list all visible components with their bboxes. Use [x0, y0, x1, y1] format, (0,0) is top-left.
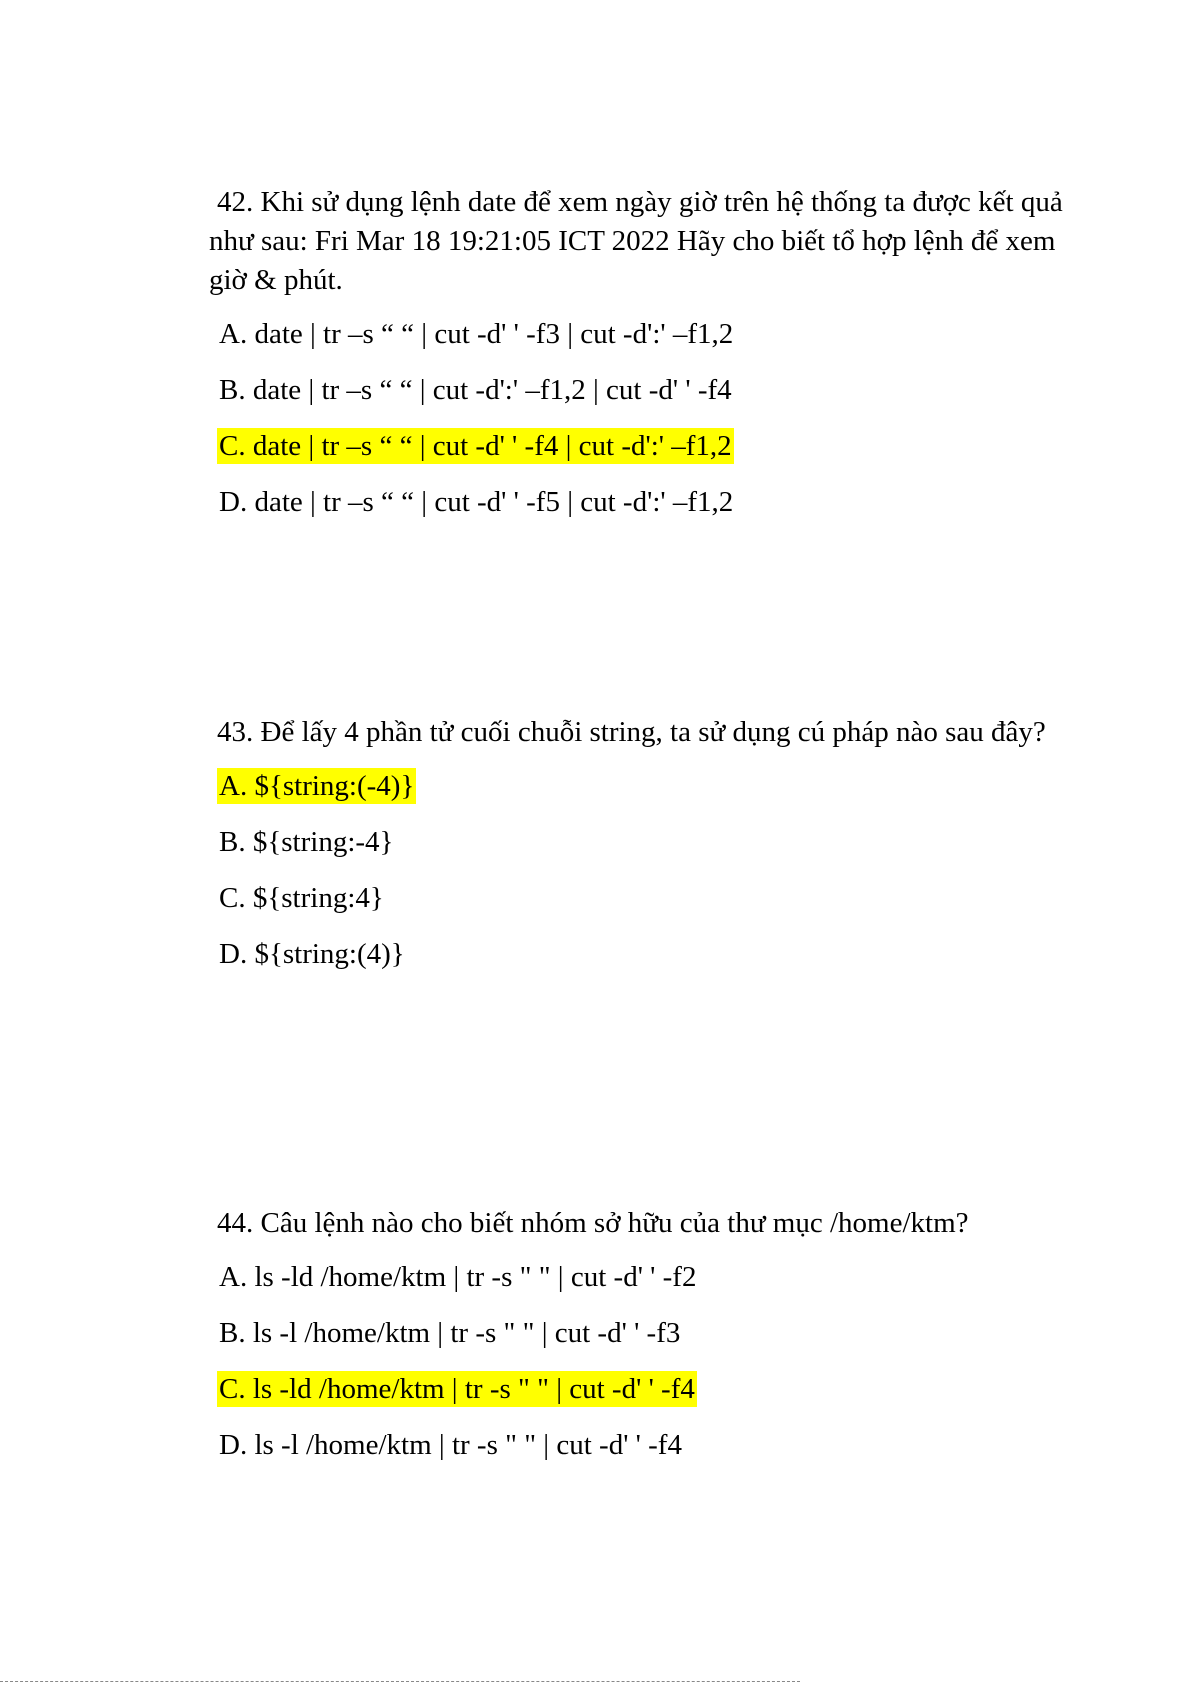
answer-options	[209, 1259, 1079, 1463]
answer-option-text: B. date | tr –s “ “ | cut -d':' –f1,2 | cut -d' ' -f4	[219, 374, 732, 406]
answer-option-a	[209, 1259, 1079, 1295]
answer-option-d	[209, 936, 1079, 972]
answer-option-b	[209, 372, 1079, 408]
answer-option-c	[209, 880, 1079, 916]
answer-option-a-highlighted	[209, 768, 1079, 804]
answer-option-text: D. ls -l /home/ktm | tr -s " " | cut -d' ' -f4	[219, 1429, 682, 1461]
answer-option-d	[209, 1427, 1079, 1463]
footer-divider	[0, 1681, 800, 1682]
answer-option-b	[209, 1315, 1079, 1351]
answer-option-text: B. ${string:-4}	[219, 826, 394, 858]
answer-options	[209, 768, 1079, 972]
answer-option-text: C. date | tr –s “ “ | cut -d' ' -f4 | cut -d':' –f1,2	[219, 430, 732, 462]
answer-option-text: B. ls -l /home/ktm | tr -s " " | cut -d' ' -f3	[219, 1317, 681, 1349]
answer-option-b	[209, 824, 1079, 860]
answer-option-d	[209, 484, 1079, 520]
question-text: 43. Để lấy 4 phần tử cuối chuỗi string, ta sử dụng cú pháp nào sau đây?	[217, 716, 1046, 748]
answer-option-text: A. ls -ld /home/ktm | tr -s " " | cut -d' ' -f2	[219, 1261, 697, 1293]
question-43	[209, 713, 1079, 992]
answer-option-c-highlighted	[209, 1371, 1079, 1407]
answer-option-c-highlighted	[209, 428, 1079, 464]
question-42	[209, 183, 1079, 540]
answer-option-text: C. ${string:4}	[219, 882, 384, 914]
question-text: 42. Khi sử dụng lệnh date để xem ngày giờ trên hệ thống ta được kết quả như sau: Fri Mar 18 19:21:05 ICT 2022 Hãy cho biết tổ hợp lệnh để xem giờ & phút.	[209, 186, 1063, 296]
answer-option-text: D. date | tr –s “ “ | cut -d' ' -f5 | cut -d':' –f1,2	[219, 486, 734, 518]
question-44	[209, 1204, 1079, 1483]
answer-option-a	[209, 316, 1079, 352]
answer-option-text: D. ${string:(4)}	[219, 938, 405, 970]
answer-option-text: A. date | tr –s “ “ | cut -d' ' -f3 | cut -d':' –f1,2	[219, 318, 734, 350]
answer-options	[209, 316, 1079, 520]
question-text: 44. Câu lệnh nào cho biết nhóm sở hữu của thư mục /home/ktm?	[217, 1207, 969, 1239]
answer-option-text: C. ls -ld /home/ktm | tr -s " " | cut -d' ' -f4	[219, 1373, 695, 1405]
answer-option-text: A. ${string:(-4)}	[219, 770, 415, 802]
